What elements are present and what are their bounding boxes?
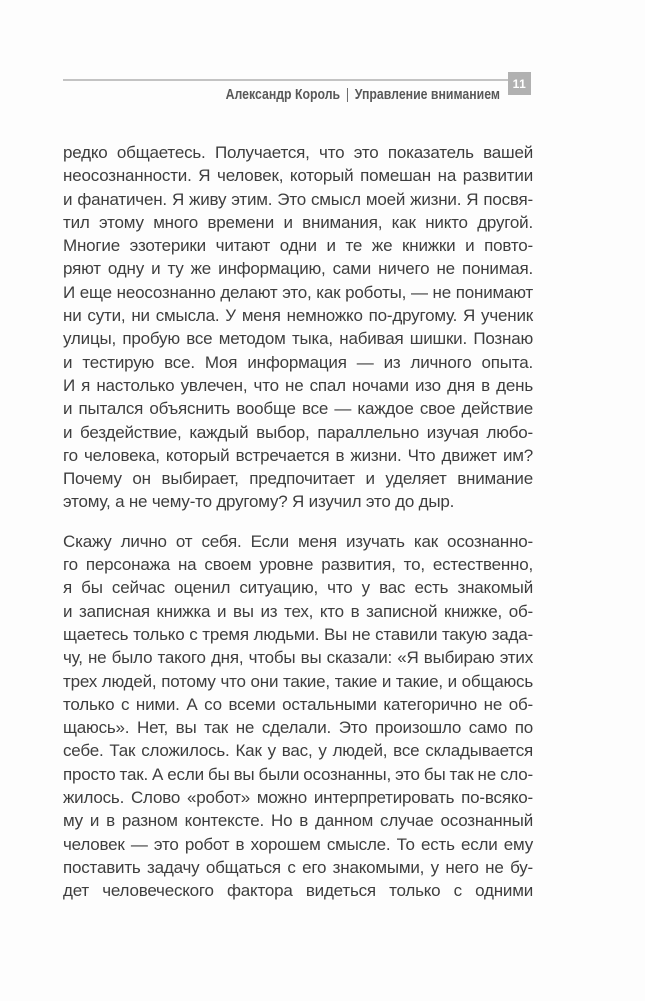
- running-head-book-title: Управление вниманием: [354, 86, 500, 103]
- text-line: улицы, пробую все методом тыка, набивая шишки. Познаю: [63, 329, 533, 349]
- text-line: и тестирую все. Моя информация — из личного опыта.: [63, 352, 533, 372]
- text-line: щаюсь». Нет, вы так не сделали. Это произошло само по: [63, 718, 533, 738]
- text-line: щаетесь только с тремя людьми. Вы не ставили такую зада-: [63, 624, 533, 644]
- text-line: го персонажа на своем уровне развития, то, естественно,: [63, 555, 533, 575]
- page-number-badge: 11: [508, 72, 531, 95]
- paragraph: [63, 530, 533, 903]
- text-line: этому, а не чему-то другому? Я изучил это до дыр.: [63, 492, 455, 512]
- body-text: [63, 141, 533, 903]
- text-line: и записная книжка и вы из тех, кто в записной книжке, об-: [63, 601, 533, 621]
- paragraph: [63, 141, 533, 514]
- text-line: жилось. Слово «робот» можно интерпретировать по-всяко-: [63, 788, 533, 808]
- text-line: и пытался объяснить вообще все — каждое свое действие: [63, 399, 533, 419]
- header-rule: [63, 79, 508, 81]
- text-line: поставить задачу общаться с его знакомыми, у него не бу-: [63, 857, 533, 877]
- text-line: И я настолько увлечен, что не спал ночами изо дня в день: [63, 375, 533, 395]
- text-line: му и в разном контексте. Но в данном случае осознанный: [63, 811, 533, 831]
- text-line: Многие эзотерики читают одни и те же книжки и повто-: [63, 236, 533, 256]
- text-line: И еще неосознанно делают это, как роботы, — не понимают: [63, 282, 533, 302]
- text-line: ни сути, ни смысла. У меня немножко по-другому. Я ученик: [63, 306, 533, 326]
- text-line: и фанатичен. Я живу этим. Это смысл моей жизни. Я посвя-: [63, 189, 533, 209]
- text-line: редко общаетесь. Получается, что это показатель вашей: [63, 143, 533, 162]
- text-line: я бы сейчас оценил ситуацию, что у вас есть знакомый: [63, 578, 533, 598]
- text-line: трех людей, потому что они такие, такие и такие, и общаюсь: [63, 671, 533, 691]
- text-line: человек — это робот в хорошем смысле. То есть если ему: [63, 834, 533, 854]
- text-line: ряют одну и ту же информацию, сами ничего не понимая.: [63, 259, 533, 279]
- text-line: чу, не было такого дня, чтобы вы сказали: «Я выбираю этих: [63, 648, 533, 668]
- text-line: тил этому много времени и внимания, как никто другой.: [63, 212, 533, 232]
- text-line: себе. Так сложилось. Как у вас, у людей, все складывается: [63, 741, 533, 761]
- running-head-separator: |: [345, 86, 350, 103]
- text-line: Скажу лично от себя. Если меня изучать как осознанно-: [63, 531, 533, 551]
- text-line: го человека, который встречается в жизни. Что движет им?: [63, 445, 533, 465]
- text-line: Почему он выбирает, предпочитает и уделяет внимание: [63, 469, 533, 489]
- running-head-author: Александр Король: [225, 86, 341, 103]
- text-line: просто так. А если бы вы были осознанны, это бы так не сло-: [63, 764, 533, 784]
- text-line: и бездействие, каждый выбор, параллельно изучая любо-: [63, 422, 533, 442]
- text-line: дет человеческого фактора видеться только с одними: [63, 881, 533, 901]
- running-head: [142, 86, 500, 104]
- text-line: только с ними. А со всеми остальными категорично не об-: [63, 694, 533, 714]
- text-line: неосознанности. Я человек, который помешан на развитии: [63, 166, 533, 186]
